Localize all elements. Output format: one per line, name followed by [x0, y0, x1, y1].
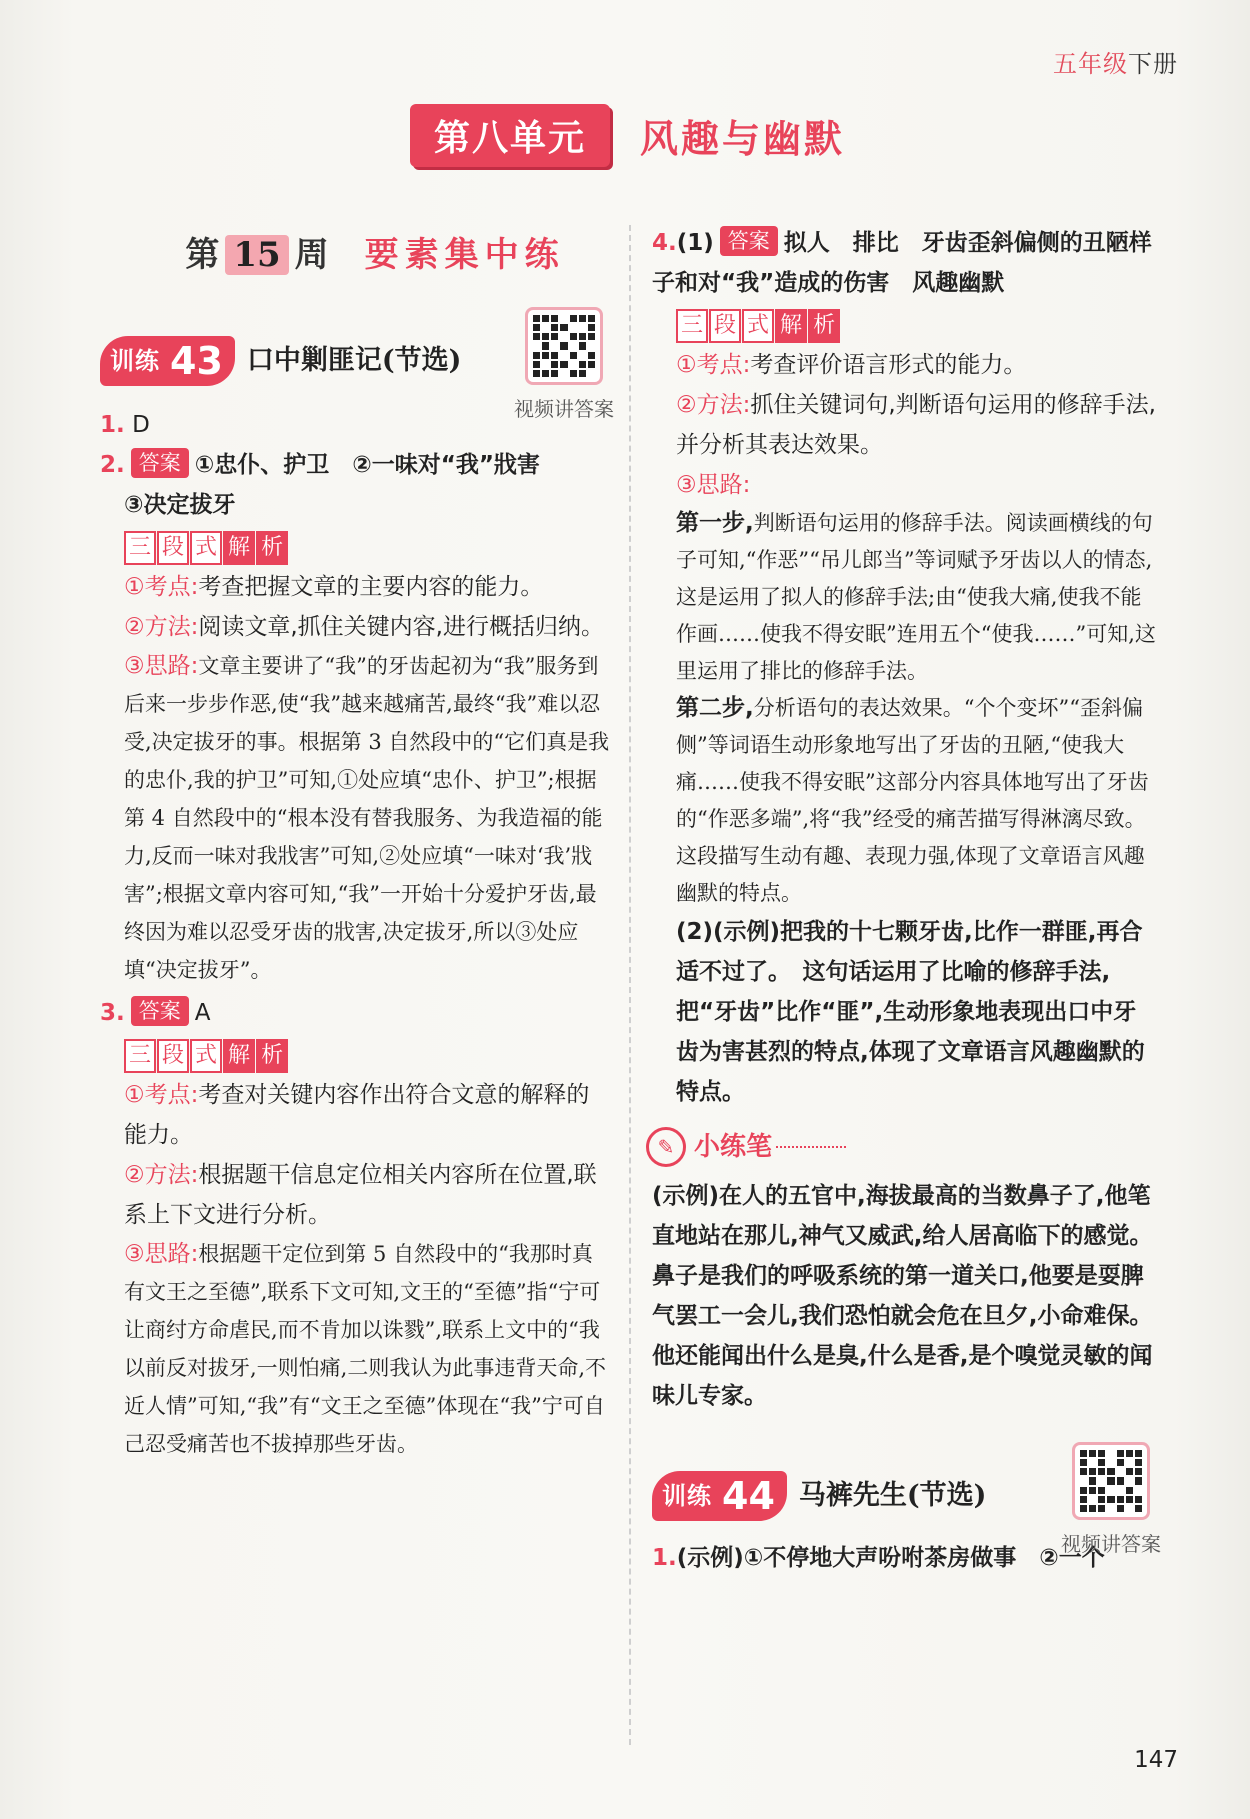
question-2	[100, 445, 610, 989]
question-number: 4.	[652, 230, 677, 256]
answer-tag: 答案	[131, 448, 189, 478]
analysis-char: 解	[223, 1039, 255, 1073]
analysis-char: 段	[157, 531, 189, 565]
analysis-char: 解	[775, 309, 807, 343]
qr-caption: 视频讲答案	[1061, 1532, 1161, 1556]
analysis-char: 式	[190, 1039, 222, 1073]
grade-tag	[1053, 44, 1178, 79]
week-subtitle: 要素集中练	[364, 235, 565, 275]
practice-underline	[776, 1146, 846, 1148]
practice-text: (示例)在人的五官中,海拔最高的当数鼻子了,他笔直地站在那儿,神气又威武,给人居高临下的感觉。鼻子是我们的呼吸系统的第一道关口,他要是耍脾气罢工一会儿,我们恐怕就会危在旦夕,小命难保。他还能闻出什么是臭,什么是香,是个嗅觉灵敏的闻味儿专家。	[652, 1183, 1153, 1409]
question-number: 2.	[100, 452, 125, 478]
answer-text: ①忠仆、护卫 ②一味对“我”戕害	[194, 452, 540, 478]
unit-title: 风趣与幽默	[640, 116, 846, 161]
idea-label: ③思路:	[124, 653, 199, 679]
analysis-char: 段	[709, 309, 741, 343]
left-column	[100, 225, 614, 1463]
method-label: ②方法:	[124, 1162, 199, 1188]
analysis-char: 析	[256, 1039, 288, 1073]
point-label: ①考点:	[676, 352, 751, 378]
analysis-char: 段	[157, 1039, 189, 1073]
training-43-header	[100, 325, 614, 421]
method-text: 阅读文章,抓住关键内容,进行概括归纳。	[198, 614, 604, 640]
question-4	[652, 223, 1157, 1112]
qr-code-icon[interactable]	[1072, 1442, 1150, 1520]
part-2-answer: (2)(示例)把我的十七颗牙齿,比作一群匪,再合适不过了。 这句话运用了比喻的修辞手法,把“牙齿”比作“匪”,生动形象地表现出口中牙齿为害甚烈的特点,体现了文章语言风趣幽默的特点。	[676, 919, 1145, 1105]
method-label: ②方法:	[676, 392, 751, 418]
analysis-char: 析	[256, 531, 288, 565]
analysis-char: 解	[223, 531, 255, 565]
grade-tail: 下册	[1128, 50, 1178, 78]
page-number: 147	[1134, 1747, 1178, 1773]
analysis-badge	[124, 531, 289, 565]
analysis-badge	[124, 1039, 289, 1073]
answer-text: 拟人 排比 牙齿歪斜偏侧的丑陋样子和对“我”造成的伤害 风趣幽默	[652, 230, 1152, 296]
pen-icon: ✎	[646, 1127, 686, 1167]
analysis-char: 析	[808, 309, 840, 343]
idea-text: 文章主要讲了“我”的牙齿起初为“我”服务到后来一步步作恶,使“我”越来越痛苦,最终“我”难以忍受,决定拔牙的事。根据第 3 自然段中的“它们真是我的忠仆,我的护卫”可知,①处应填“忠仆、护卫”;根据第 4 自然段中的“根本没有替我服务、为我造福的能力,反而一味对我戕害”可知,②处应填“一味对‘我’戕害”;根据文章内容可知,“我”一开始十分爱护牙齿,最终因为难以忍受牙齿的戕害,决定拔牙,所以③处应填“决定拔牙”。	[124, 654, 610, 982]
step-2-text: 分析语句的表达效果。“个个变坏”“歪斜偏侧”等词语生动形象地写出了牙齿的丑陋,“使我大痛……使我不得安眠”这部分内容具体地写出了牙齿的“作恶多端”,将“我”经受的痛苦描写得淋漓尽致。这段描写生动有趣、表现力强,体现了文章语言风趣幽默的特点。	[676, 696, 1149, 905]
step-2-label: 第二步,	[676, 695, 754, 721]
idea-label: ③思路:	[676, 472, 751, 498]
analysis-char: 三	[124, 1039, 156, 1073]
point-label: ①考点:	[124, 1082, 199, 1108]
step-1-text: 判断语句运用的修辞手法。阅读画横线的句子可知,“作恶”“吊儿郎当”等词赋予牙齿以人的情态,这是运用了拟人的修辞手法;由“使我大痛,使我不能作画……使我不得安眠”连用五个“使我……”可知,这里运用了排比的修辞手法。	[676, 511, 1156, 683]
answer-text: (示例)①不停地大声吩咐茶房做事 ②一个	[676, 1545, 1105, 1571]
grade-lead: 五年级	[1053, 50, 1128, 78]
question-3	[100, 993, 610, 1463]
analysis-badge	[676, 309, 841, 343]
training-number: 43	[170, 339, 223, 383]
training-number: 44	[722, 1474, 775, 1518]
question-number: 3.	[100, 1000, 125, 1026]
qr-caption: 视频讲答案	[514, 397, 614, 421]
method-label: ②方法:	[124, 614, 199, 640]
training-title: 马裤先生(节选)	[798, 1480, 987, 1511]
answer-tag: 答案	[131, 996, 189, 1026]
part-label: (1)	[676, 230, 714, 256]
answer-tag: 答案	[720, 226, 778, 256]
question-1	[100, 405, 610, 445]
analysis-char: 式	[190, 531, 222, 565]
practice-label: 小练笔	[694, 1132, 773, 1162]
method-text: 抓住关键词句,判断语句运用的修辞手法,并分析其表达效果。	[676, 392, 1156, 458]
analysis-char: 三	[124, 531, 156, 565]
point-text: 考查评价语言形式的能力。	[750, 352, 1027, 378]
unit-banner	[410, 104, 845, 166]
qr-code-block[interactable]	[1061, 1442, 1161, 1564]
training-label: 训练	[662, 1482, 712, 1510]
answer-text: A	[194, 1000, 211, 1026]
idea-text: 根据题干定位到第 5 自然段中的“我那时真有文王之至德”,联系下文可知,文王的“至德”指“宁可让商纣方命虐民,而不肯加以诛戮”,联系上文中的“我以前反对拔牙,一则怕痛,二则我认为此事违背天命,不近人情”可知,“我”有“文王之至德”体现在“我”宁可自己忍受痛苦也不拔掉那些牙齿。	[124, 1242, 607, 1456]
method-text: 根据题干信息定位相关内容所在位置,联系上下文进行分析。	[124, 1162, 597, 1228]
training-badge	[652, 1471, 787, 1521]
analysis-char: 式	[742, 309, 774, 343]
point-label: ①考点:	[124, 574, 199, 600]
qr-code-icon[interactable]	[525, 307, 603, 385]
unit-number: 第八单元	[410, 104, 610, 167]
point-text: 考查对关键内容作出符合文意的解释的能力。	[124, 1082, 590, 1148]
practice-heading	[646, 1122, 1157, 1172]
question-number: 1.	[652, 1545, 677, 1571]
idea-label: ③思路:	[124, 1241, 199, 1267]
right-column	[652, 223, 1161, 1578]
week-heading	[140, 225, 610, 285]
training-44-header	[652, 1460, 1161, 1556]
analysis-char: 三	[676, 309, 708, 343]
column-divider	[629, 225, 631, 1745]
training-badge	[100, 336, 235, 386]
question-number: 1.	[100, 412, 125, 438]
training-label: 训练	[110, 347, 160, 375]
answer-text-2: ③决定拔牙	[124, 492, 236, 518]
answer-text: D	[132, 412, 150, 438]
week-prefix: 第	[185, 235, 220, 275]
week-suffix: 周	[294, 235, 329, 275]
step-1-label: 第一步,	[676, 510, 754, 536]
training-title: 口中剿匪记(节选)	[246, 345, 462, 376]
point-text: 考查把握文章的主要内容的能力。	[198, 574, 544, 600]
week-number: 15	[225, 235, 288, 275]
